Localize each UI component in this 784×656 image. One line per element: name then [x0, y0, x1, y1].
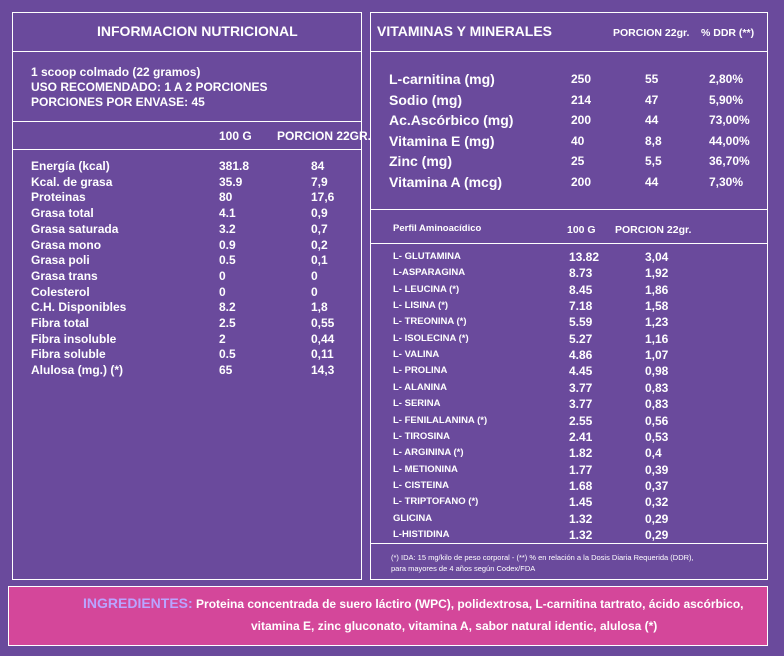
amino-name: L- SERINA — [393, 398, 441, 410]
vitamin-per-portion: 55 — [645, 72, 659, 86]
amino-name: GLICINA — [393, 512, 433, 524]
nutrient-per-portion: 0,2 — [311, 237, 328, 252]
nutrient-per-100g: 3.2 — [219, 221, 236, 236]
amino-per-100g: 4.86 — [569, 348, 593, 363]
amino-column-header-100g: 100 G — [567, 224, 596, 236]
vitamin-ddr: 7,30% — [709, 175, 744, 189]
amino-per-100g: 3.77 — [569, 397, 593, 412]
amino-per-100g: 7.18 — [569, 299, 593, 314]
ingredients-band — [8, 586, 768, 646]
divider — [13, 51, 361, 52]
vitamins-title: VITAMINAS Y MINERALES — [377, 23, 553, 39]
amino-per-portion: 1,86 — [645, 282, 669, 297]
amino-per-portion: 0,83 — [645, 380, 669, 395]
nutrient-per-portion: 17,6 — [311, 190, 335, 205]
nutrient-per-portion: 0,11 — [311, 347, 334, 362]
vitamin-per-100g: 250 — [571, 72, 592, 86]
divider — [371, 209, 767, 210]
amino-per-portion: 1,23 — [645, 315, 669, 330]
amino-per-portion: 0,29 — [645, 527, 669, 542]
column-header-100g: 100 G — [219, 129, 252, 143]
amino-per-portion: 0,83 — [645, 397, 669, 412]
nutrient-name: Grasa mono — [31, 237, 102, 252]
nutrient-per-portion: 0,44 — [311, 331, 335, 346]
nutrient-name: C.H. Disponibles — [31, 300, 127, 315]
nutrient-per-100g: 4.1 — [219, 206, 236, 221]
vitamin-ddr: 73,00% — [709, 113, 750, 128]
divider — [371, 51, 767, 52]
nutrient-per-100g: 65 — [219, 363, 233, 378]
amino-per-100g: 1.32 — [569, 527, 593, 542]
nutrient-per-portion: 0,9 — [311, 206, 328, 221]
divider — [371, 243, 767, 244]
amino-per-100g: 4.45 — [569, 364, 593, 379]
nutrient-per-100g: 2 — [219, 331, 226, 346]
divider — [13, 121, 361, 122]
nutrient-per-100g: 2.5 — [219, 316, 236, 330]
amino-per-100g: 2.41 — [569, 429, 593, 444]
amino-per-portion: 0,53 — [645, 429, 669, 444]
nutrient-name: Fibra soluble — [31, 347, 106, 362]
nutrient-name: Fibra total — [31, 316, 90, 330]
amino-per-100g: 13.82 — [569, 250, 600, 264]
amino-name: L- CISTEINA — [393, 479, 449, 491]
nutrient-name: Alulosa (mg.) (*) — [31, 363, 123, 378]
vitamin-ddr: 44,00% — [709, 133, 750, 148]
nutrient-name: Grasa trans — [31, 268, 98, 283]
amino-per-100g: 1.77 — [569, 462, 593, 477]
vitamin-name: L-carnitina (mg) — [389, 71, 495, 87]
serving-line-1: 1 scoop colmado (22 gramos) — [31, 65, 201, 79]
nutrient-name: Grasa total — [31, 206, 94, 221]
vitamin-name: Sodio (mg) — [389, 91, 463, 108]
amino-name: L- METIONINA — [393, 463, 458, 475]
amino-per-portion: 0,98 — [645, 364, 669, 379]
nutrient-name: Proteinas — [31, 190, 86, 205]
amino-name: L- LISINA (*) — [393, 300, 449, 312]
amino-per-portion: 0,29 — [645, 511, 669, 526]
vitamin-per-100g: 200 — [571, 113, 592, 128]
vitamin-per-100g: 200 — [571, 175, 592, 189]
vitamin-name: Vitamina A (mcg) — [389, 174, 503, 190]
divider — [371, 543, 767, 544]
nutrition-title: INFORMACION NUTRICIONAL — [97, 23, 298, 39]
ingredients-line-2: vitamina E, zinc gluconato, vitamina A, sabor natural identic, alulosa (*) — [251, 619, 658, 633]
amino-name: L- ARGININA (*) — [393, 447, 464, 459]
amino-per-portion: 1,07 — [645, 348, 669, 363]
nutrient-per-portion: 1,8 — [311, 300, 328, 315]
amino-name: L- TREONINA (*) — [393, 316, 467, 328]
ingredients-label: INGREDIENTES: — [83, 595, 193, 611]
amino-per-portion: 1,16 — [645, 331, 669, 346]
nutrient-name: Fibra insoluble — [31, 331, 117, 346]
amino-per-100g: 1.45 — [569, 495, 593, 510]
amino-per-portion: 3,04 — [645, 250, 669, 264]
nutrient-per-100g: 80 — [219, 190, 233, 205]
amino-per-100g: 1.82 — [569, 446, 593, 461]
serving-line-3: PORCIONES POR ENVASE: 45 — [31, 95, 205, 109]
column-header-portion: PORCION 22GR. — [277, 129, 372, 143]
nutrient-per-portion: 0 — [311, 268, 318, 283]
nutrient-per-portion: 7,9 — [311, 174, 328, 189]
serving-line-2: USO RECOMENDADO: 1 A 2 PORCIONES — [31, 80, 268, 94]
nutrient-per-portion: 0,55 — [311, 316, 335, 330]
amino-per-100g: 5.27 — [569, 331, 593, 346]
amino-per-portion: 0,37 — [645, 478, 669, 493]
nutrient-per-portion: 0,1 — [311, 253, 328, 268]
vitamin-ddr: 36,70% — [709, 154, 750, 169]
amino-per-portion: 0,56 — [645, 413, 669, 428]
nutrient-name: Energía (kcal) — [31, 159, 110, 173]
amino-per-portion: 1,58 — [645, 299, 669, 314]
nutrient-per-portion: 14,3 — [311, 363, 335, 378]
vitamin-per-portion: 8,8 — [645, 133, 662, 148]
vitamin-per-100g: 25 — [571, 154, 585, 169]
amino-per-100g: 8.45 — [569, 282, 593, 297]
nutrient-per-portion: 0 — [311, 284, 318, 299]
footnote-line-1: (*) IDA: 15 mg/kilo de peso corporal - (**) % en relación a la Dosis Diaria Requerida (DDR), — [391, 553, 694, 562]
amino-name: L-ASPARAGINA — [393, 267, 466, 279]
amino-name: L- GLUTAMINA — [393, 251, 461, 262]
nutrient-name: Colesterol — [31, 284, 90, 299]
vitamin-per-portion: 44 — [645, 113, 659, 128]
vitamin-per-100g: 214 — [571, 92, 592, 107]
nutrient-per-portion: 0,7 — [311, 221, 328, 236]
amino-per-100g: 5.59 — [569, 315, 593, 330]
vitamin-name: Vitamina E (mg) — [389, 132, 495, 149]
vitamin-name: Zinc (mg) — [389, 153, 452, 170]
amino-name: L- PROLINA — [393, 365, 448, 377]
ingredients-line-1 — [83, 595, 743, 611]
nutrient-name: Kcal. de grasa — [31, 174, 113, 189]
vitamin-ddr: 2,80% — [709, 72, 744, 86]
column-header-ddr: % DDR (**) — [701, 27, 755, 39]
vitamin-per-portion: 5,5 — [645, 154, 662, 169]
amino-name: L- ISOLECINA (*) — [393, 332, 469, 344]
nutrient-per-100g: 0 — [219, 284, 226, 299]
amino-per-portion: 0,32 — [645, 495, 669, 510]
nutrient-per-100g: 0.9 — [219, 237, 236, 252]
nutrient-per-100g: 8.2 — [219, 300, 236, 315]
column-header-portion: PORCION 22gr. — [613, 27, 690, 39]
footnote-line-2: para mayores de 4 años según Codex/FDA — [391, 564, 536, 573]
vitamins-panel — [370, 12, 768, 580]
nutrient-per-portion: 84 — [311, 159, 325, 173]
amino-name: L- LEUCINA (*) — [393, 283, 460, 295]
nutrient-per-100g: 0.5 — [219, 347, 236, 362]
nutrient-per-100g: 381.8 — [219, 159, 250, 173]
amino-profile-title: Perfil Aminoacídico — [393, 223, 482, 234]
vitamin-per-100g: 40 — [571, 133, 585, 148]
vitamin-ddr: 5,90% — [709, 92, 744, 107]
nutrient-name: Grasa poli — [31, 253, 90, 268]
ingredients-text-1: Proteina concentrada de suero láctiro (WPC), polidextrosa, L-carnitina tartrato, ácido ascórbico, — [196, 597, 744, 611]
amino-name: L- ALANINA — [393, 381, 447, 393]
amino-per-100g: 2.55 — [569, 413, 593, 428]
nutrient-per-100g: 35.9 — [219, 174, 243, 189]
nutrition-panel — [12, 12, 372, 580]
divider — [13, 149, 361, 150]
vitamin-per-portion: 44 — [645, 175, 659, 189]
amino-per-100g: 3.77 — [569, 380, 593, 395]
amino-name: L- VALINA — [393, 349, 440, 361]
nutrient-name: Grasa saturada — [31, 221, 119, 236]
amino-per-portion: 0,39 — [645, 462, 669, 477]
amino-column-header-portion: PORCION 22gr. — [615, 224, 692, 236]
amino-name: L-HISTIDINA — [393, 528, 450, 540]
amino-name: L- TIROSINA — [393, 430, 450, 442]
amino-name: L- FENILALANINA (*) — [393, 414, 488, 426]
amino-name: L- TRIPTOFANO (*) — [393, 496, 479, 508]
amino-per-100g: 8.73 — [569, 266, 593, 281]
vitamin-per-portion: 47 — [645, 92, 659, 107]
amino-per-portion: 0,4 — [645, 446, 662, 461]
amino-per-100g: 1.32 — [569, 511, 593, 526]
amino-per-100g: 1.68 — [569, 478, 593, 493]
vitamin-name: Ac.Ascórbico (mg) — [389, 112, 514, 129]
nutrient-per-100g: 0 — [219, 268, 226, 283]
nutrient-per-100g: 0.5 — [219, 253, 236, 268]
amino-per-portion: 1,92 — [645, 266, 669, 281]
